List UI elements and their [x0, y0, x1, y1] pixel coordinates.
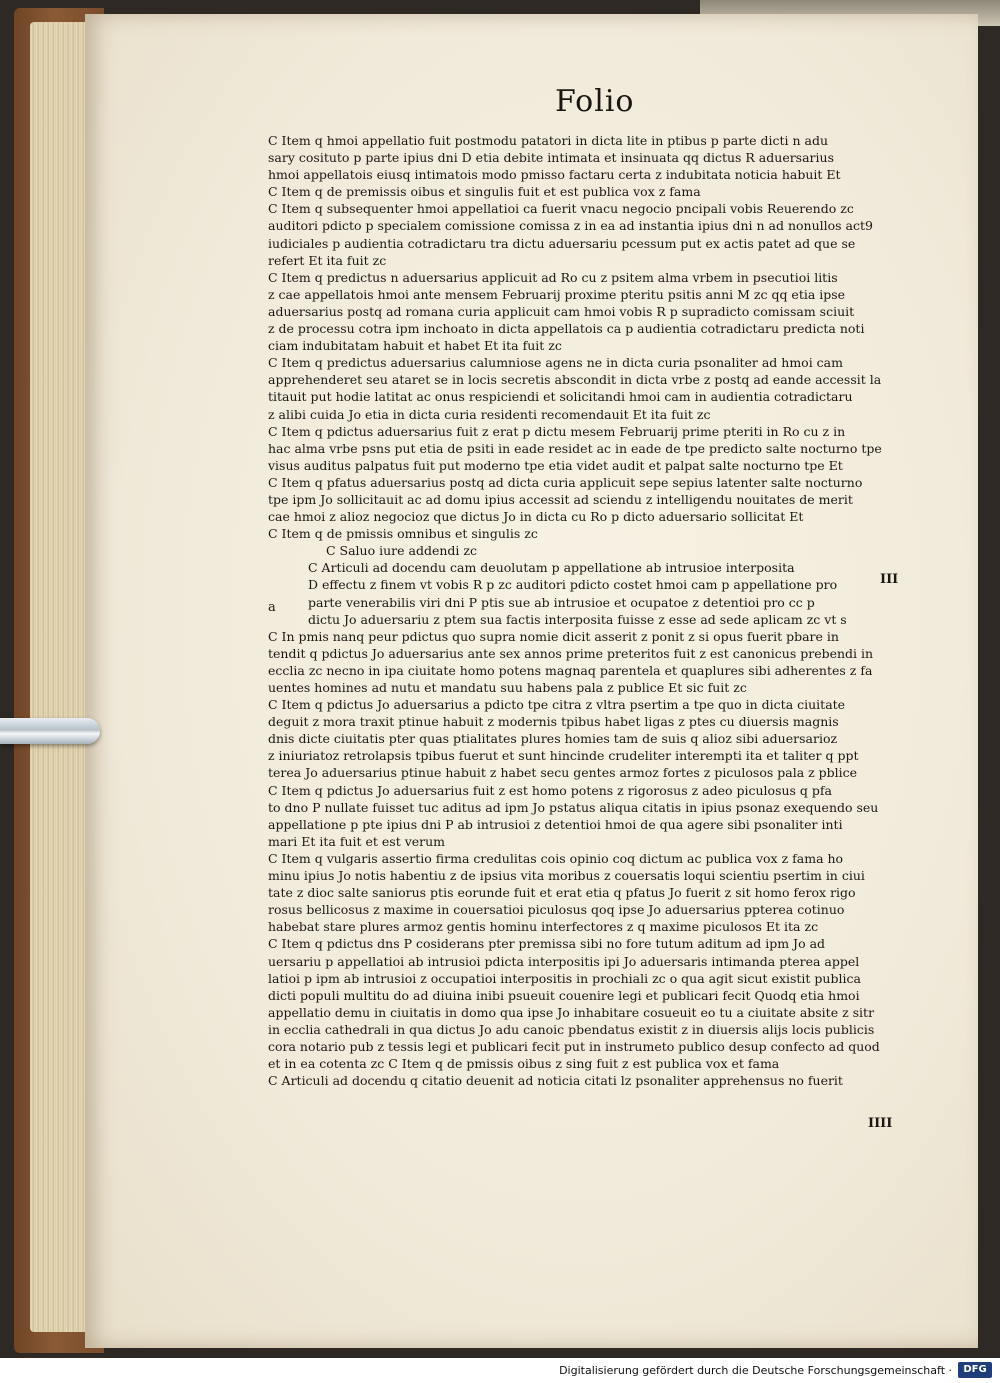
text-line: tate z dioc salte saniorus ptis eorunde fuit et erat etia q pfatus Jo fuerit z sit homo ferox rigo: [268, 885, 856, 901]
text-line: terea Jo aduersarius ptinue habuit z habet secu gentes armoz fortes z piculosos pala z pblice: [268, 765, 858, 781]
text-line: aduersarius postq ad romana curia applicuit cam hmoi vobis R p supradicto comissam sciuit: [268, 303, 855, 319]
text-line: C Item q pdictus Jo aduersarius a pdicto tpe citra z vltra psertim a tpe quo in dicta ciuitate: [268, 697, 846, 713]
folio-header: Folio: [555, 84, 635, 119]
text-line: hac alma vrbe psns put etia de psiti in eade residet ac in eade de tpe predicto salte nocturno tpe: [268, 440, 882, 456]
footer-bar: [0, 1358, 1000, 1383]
text-line: z de processu cotra ipm inchoato in dicta appellatois ca p audientia cotradictaru predicta noti: [268, 321, 865, 337]
text-line: C Item q subsequenter hmoi appellatioi ca fuerit vnacu negocio pncipali vobis Reuerendo zc: [268, 201, 854, 217]
text-line: apprehenderet seu ataret se in locis secretis abscondit in dicta vrbe z postq ad eande accessit la: [268, 372, 882, 388]
text-line: appellatione p pte ipius dni P ab intrusioi z detentioi hmoi de qua agere sibi psonaliter inti: [268, 816, 843, 832]
text-line: tendit q pdictus Jo aduersarius ante sex annos prime preteritos fuit z est canonicus prebendi in: [268, 645, 874, 661]
text-line: iudiciales p audientia cotradictaru tra dictu aduersariu pcessum put ex actis patet ad que se: [268, 235, 856, 251]
text-line: C Articuli ad docendu cam deuolutam p appellatione ab intrusioe interposita: [308, 560, 795, 576]
text-line: z iniuriatoz retrolapsis tpibus fuerut et sunt hincinde crudeliter interempti ita et taliter q ppt: [268, 748, 859, 764]
text-line: C Saluo iure addendi zc: [326, 543, 477, 559]
text-line: titauit put hodie latitat ac onus respiciendi et solicitandi hmoi cam in audientia cotradictaru: [268, 389, 853, 405]
margin-note: a: [268, 600, 276, 615]
text-line: auditori pdicto p specialem comissione comissa z in ea ad instantia ipius dni n ad nonullos act9: [268, 218, 873, 234]
text-line: latioi p ipm ab intrusioi z occupatioi interpositis in prochiali zc o qua agit sicut existit publica: [268, 970, 861, 986]
text-line: ciam indubitatam habuit et habet Et ita fuit zc: [268, 338, 562, 354]
text-line: hmoi appellatois eiusq intimatois modo pmisso factaru certa z indubitata noticia habuit Et: [268, 167, 841, 183]
text-line: dnis dicte ciuitatis pter quas ptialitates plures homies tam de suis q alioz sibi aduersarioz: [268, 731, 838, 747]
text-line: C Item q pfatus aduersarius postq ad dicta curia applicuit sepe sepius latenter salte nocturno: [268, 474, 863, 490]
text-line: appellatio demu in ciuitatis in domo qua ipse Jo inhabitare cosueuit eo tu a ciuitate absite z sitr: [268, 1004, 875, 1020]
text-line: refert Et ita fuit zc: [268, 252, 387, 268]
text-line: D effectu z finem vt vobis R p zc auditori pdicto costet hmoi cam p appellatione pro: [308, 577, 838, 593]
text-line: C Item q pdictus aduersarius fuit z erat p dictu mesem Februarij prime pteriti in Ro cu z in: [268, 423, 846, 439]
printed-text-block: [268, 132, 922, 1089]
dfg-logo: DFG: [958, 1362, 992, 1378]
text-line: z cae appellatois hmoi ante mensem Februarij proxime pteritu psitis anni M zc qq etia ipse: [268, 286, 846, 302]
text-line: uersariu p appellatioi ab intrusioi pdicta interpositis ipi Jo aduersaris intimanda pterea appel: [268, 953, 860, 969]
text-line: parte venerabilis viri dni P ptis sue ab intrusioe et ocupatoe z detentioi pro cc p: [308, 594, 815, 610]
text-line: uentes homines ad nutu et mandatu suu habens pala z publice Et sic fuit zc: [268, 680, 747, 695]
text-line: C Item q de pmissis omnibus et singulis zc: [268, 526, 538, 542]
text-line: rosus bellicosus z maxime in couersatioi piculosus qoq ipse Jo aduersarius ppterea cotinuo: [268, 902, 845, 918]
roman-numeral-iiii: IIII: [868, 1116, 893, 1131]
text-line: C Item q predictus aduersarius calumniose agens ne in dicta curia psonaliter ad hmoi cam: [268, 355, 843, 371]
text-line: C Item q hmoi appellatio fuit postmodu patatori in dicta lite in ptibus p parte dicti n adu: [268, 133, 829, 148]
text-line: deguit z mora traxit ptinue habuit z modernis tpibus habet ligas z ptes cu diuersis magnis: [268, 714, 839, 730]
text-line: ecclia zc necno in ipa ciuitate homo potens magnaq parentela et quaplures sibi adherentes z fa: [268, 662, 873, 678]
text-line: C Item q pdictus Jo aduersarius fuit z est homo potens z rigorosus z adeo piculosus q pfa: [268, 782, 832, 798]
text-line: C Articuli ad docendu q citatio deuenit ad noticia citati lz psonaliter apprehensus no fuerit: [268, 1073, 843, 1089]
text-line: in ecclia cathedrali in qua dictus Jo adu canoic pbendatus existit z in diuersis alijs locis publicis: [268, 1021, 875, 1037]
text-line: sary cosituto p parte ipius dni D etia debite intimata et insinuata qq dictus R aduersarius: [268, 150, 834, 166]
funding-notice: Digitalisierung gefördert durch die Deutsche Forschungsgemeinschaft ·: [559, 1364, 952, 1377]
text-line: cora notario pub z tessis legi et publicari fecit put in instrumeto publico desup confecto ad quod: [268, 1038, 880, 1054]
text-line: tpe ipm Jo sollicitauit ac ad domu ipius accessit ad sciendu z intelligendu nouitates de merit: [268, 491, 853, 507]
roman-numeral-iii: III: [880, 572, 899, 587]
text-line: C Item q de premissis oibus et singulis fuit et est publica vox z fama: [268, 184, 701, 200]
text-line: minu ipius Jo notis habentiu z de ipsius vita moribus z couersatis loqui scientiu psertim in ciui: [268, 868, 865, 884]
text-line: mari Et ita fuit et est verum: [268, 833, 446, 849]
text-line: et in ea cotenta zc C Item q de pmissis oibus z sing fuit z est publica vox et fama: [268, 1056, 780, 1072]
text-line: dictu Jo aduersariu z ptem sua factis interposita fuisse z esse ad sede aplicam zc vt s: [308, 611, 847, 627]
text-line: C In pmis nanq peur pdictus quo supra nomie dicit asserit z ponit z si opus fuerit pbare in: [268, 628, 839, 644]
text-line: z alibi cuida Jo etia in dicta curia residenti recomendauit Et ita fuit zc: [268, 406, 711, 422]
text-line: habebat stare plures armoz gentis hominu interfectores z q maxime piculosos Et ita zc: [268, 919, 819, 935]
text-line: dicti populi multitu do ad diuina inibi psueuit couenire legi et publicari fecit Quodq etia hmoi: [268, 987, 860, 1003]
text-line: to dno P nullate fuisset tuc aditus ad ipm Jo pstatus aliqua citatis in ipius psonaz exequendo seu: [268, 799, 879, 815]
text-line: C Item q pdictus dns P cosiderans pter premissa sibi no fore tutum aditum ad ipm Jo ad: [268, 936, 826, 952]
glass-page-holder: [0, 718, 100, 744]
text-line: visus auditus palpatus fuit put moderno tpe etia videt audit et palpat salte nocturno tpe Et: [268, 457, 843, 473]
text-line: C Item q predictus n aduersarius applicuit ad Ro cu z psitem alma vrbem in psecutioi litis: [268, 269, 838, 285]
text-line: C Item q vulgaris assertio firma credulitas cois opinio coq dictum ac publica vox z fama ho: [268, 850, 844, 866]
text-line: cae hmoi z alioz negocioz que dictus Jo in dicta cu Ro p dicto aduersario sollicitat Et: [268, 509, 804, 525]
